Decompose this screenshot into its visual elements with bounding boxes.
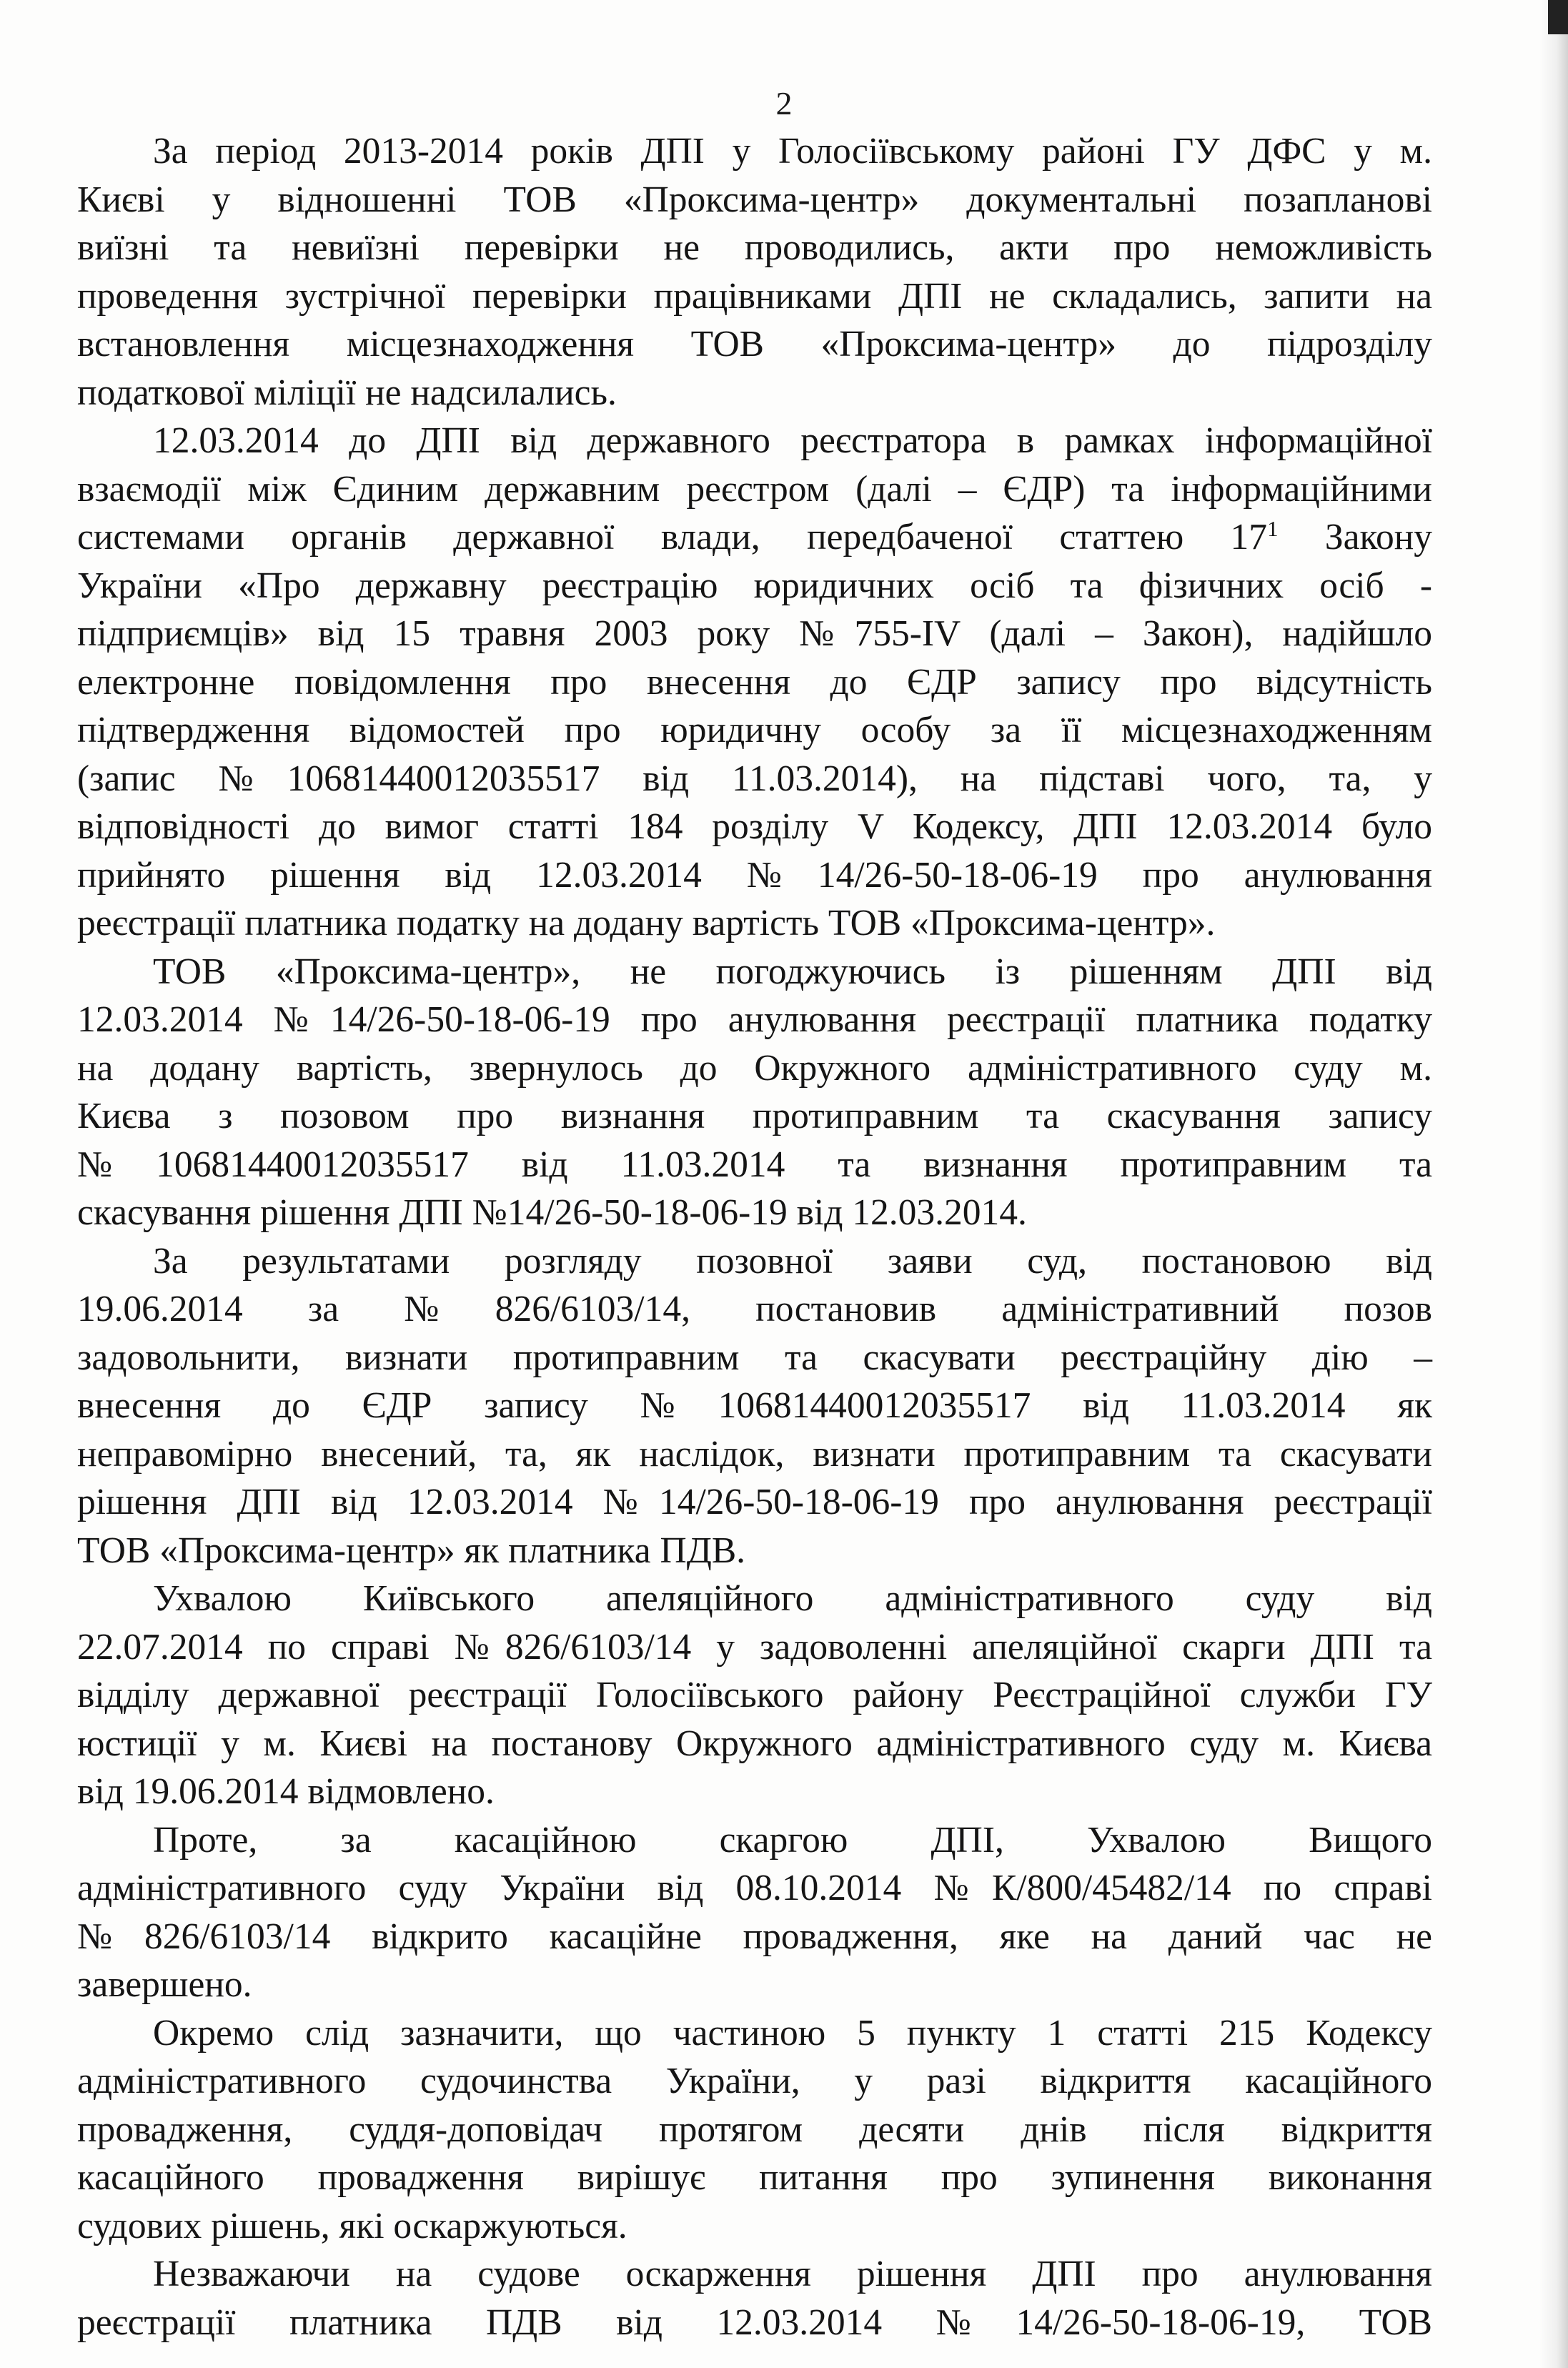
text-line: підтвердження відомостей про юридичну особу за її місцезнаходженням — [77, 710, 1432, 750]
text-line: реєстрації платника податку на додану вартість ТОВ «Проксима-центр». — [77, 903, 1216, 943]
text-line: Ухвалою Київського апеляційного адміністративного суду від — [153, 1578, 1432, 1619]
text-line: взаємодії між Єдиним державним реєстром (далі – ЄДР) та інформаційними — [77, 468, 1432, 510]
text-line: задовольнити, визнати протиправним та скасувати реєстраційну дію – — [77, 1337, 1432, 1378]
text-line: ТОВ «Проксима-центр», не погоджуючись із рішенням ДПІ від — [153, 951, 1432, 992]
text-line: завершено. — [77, 1964, 252, 2005]
text-line: №826/6103/14 відкрито касаційне провадження, яке на даний час не — [77, 1916, 1432, 1957]
text-line: неправомірно внесений, та, як наслідок, визнати протиправним та скасувати — [77, 1433, 1432, 1475]
text-line: Проте, за касаційною скаргою ДПІ, Ухвалою Вищого — [153, 1819, 1432, 1861]
text-line: України «Про державну реєстрацію юридичних осіб та фізичних осіб - — [77, 565, 1432, 606]
text-line: 12.03.2014 до ДПІ від державного реєстратора в рамках інформаційної — [153, 420, 1432, 461]
text-line: встановлення місцезнаходження ТОВ «Проксима-центр» до підрозділу — [77, 324, 1432, 365]
document-body — [77, 127, 1432, 2347]
page-number: 2 — [775, 85, 793, 122]
text-line: підприємців» від 15 травня 2003 року №755-IV (далі – Закон), надійшло — [77, 613, 1432, 654]
text-line: Києва з позовом про визнання протиправним та скасування запису — [77, 1096, 1432, 1136]
text-line: (запис №10681440012035517 від 11.03.2014), на підставі чого, та, у — [77, 758, 1432, 799]
paragraph-4 — [77, 1237, 1432, 1575]
text-line: 22.07.2014 по справі №826/6103/14 у задоволенні апеляційної скарги ДПІ та — [77, 1626, 1432, 1668]
paragraph-7 — [77, 2009, 1432, 2251]
paragraph-1 — [77, 127, 1432, 417]
text-line: Києві у відношенні ТОВ «Проксима-центр» документальні позапланові — [77, 179, 1432, 220]
text-line: відповідності до вимог статті 184 розділу V Кодексу, ДПІ 12.03.2014 було — [77, 806, 1432, 847]
text-line: 12.03.2014 №14/26-50-18-06-19 про анулювання реєстрації платника податку — [77, 999, 1432, 1040]
text-line: судових рішень, які оскаржуються. — [77, 2205, 627, 2246]
text-fragment: Закону — [1278, 517, 1433, 558]
paragraph-6 — [77, 1816, 1432, 2009]
scan-corner-mark — [1548, 0, 1568, 34]
text-line: електронне повідомлення про внесення до ЄДР запису про відсутність — [77, 661, 1432, 703]
text-line: рішення ДПІ від 12.03.2014 №14/26-50-18-06-19 про анулювання реєстрації — [77, 1482, 1432, 1522]
text-line: адміністративного судочинства України, у разі відкриття касаційного — [77, 2061, 1432, 2101]
text-line: проведення зустрічної перевірки працівниками ДПІ не складались, запити на — [77, 275, 1432, 317]
paragraph-3 — [77, 948, 1432, 1237]
text-line: касаційного провадження вирішує питання про зупинення виконання — [77, 2157, 1432, 2198]
text-line: внесення до ЄДР запису №10681440012035517 від 11.03.2014 як — [77, 1385, 1432, 1426]
text-fragment: системами органів державної влади, передбаченої статтею 17 — [77, 517, 1268, 558]
text-line: адміністративного суду України від 08.10.2014 №К/800/45482/14 по справі — [77, 1868, 1432, 1908]
scan-shadow — [1539, 0, 1568, 2368]
superscript: 1 — [1267, 515, 1279, 541]
text-line: За результатами розгляду позовної заяви суд, постановою від — [153, 1240, 1432, 1282]
text-line: відділу державної реєстрації Голосіївського району Реєстраційної служби ГУ — [77, 1675, 1432, 1715]
text-line: 19.06.2014 за №826/6103/14, постановив адміністративний позов — [77, 1289, 1432, 1329]
text-line: юстиції у м. Києві на постанову Окружного адміністративного суду м. Києва — [77, 1723, 1432, 1764]
text-line: Окремо слід зазначити, що частиною 5 пункту 1 статті 215 Кодексу — [153, 2012, 1432, 2054]
text-line: на додану вартість, звернулось до Окружного адміністративного суду м. — [77, 1047, 1432, 1089]
text-line: Незважаючи на судове оскарження рішення ДПІ про анулювання — [153, 2254, 1432, 2294]
paragraph-5 — [77, 1575, 1432, 1816]
text-line: провадження, суддя-доповідач протягом десяти днів після відкриття — [77, 2109, 1432, 2150]
text-line: виїзні та невиїзні перевірки не проводились, акти про неможливість — [77, 227, 1432, 268]
text-line: За період 2013-2014 років ДПІ у Голосіївському районі ГУ ДФС у м. — [153, 131, 1432, 172]
text-line: від 19.06.2014 відмовлено. — [77, 1771, 495, 1812]
text-line: реєстрації платника ПДВ від 12.03.2014 №14/26-50-18-06-19, ТОВ — [77, 2302, 1432, 2343]
text-line: скасування рішення ДПІ №14/26-50-18-06-19 від 12.03.2014. — [77, 1192, 1027, 1233]
text-line: прийнято рішення від 12.03.2014 №14/26-50-18-06-19 про анулювання — [77, 854, 1432, 896]
text-line: №10681440012035517 від 11.03.2014 та визнання протиправним та — [77, 1144, 1432, 1185]
text-line: ТОВ «Проксима-центр» як платника ПДВ. — [77, 1530, 746, 1571]
paragraph-8 — [77, 2250, 1432, 2347]
paragraph-2 — [77, 417, 1432, 948]
text-line: податкової міліції не надсилались. — [77, 372, 617, 413]
text-line-with-superscript — [77, 513, 1432, 562]
